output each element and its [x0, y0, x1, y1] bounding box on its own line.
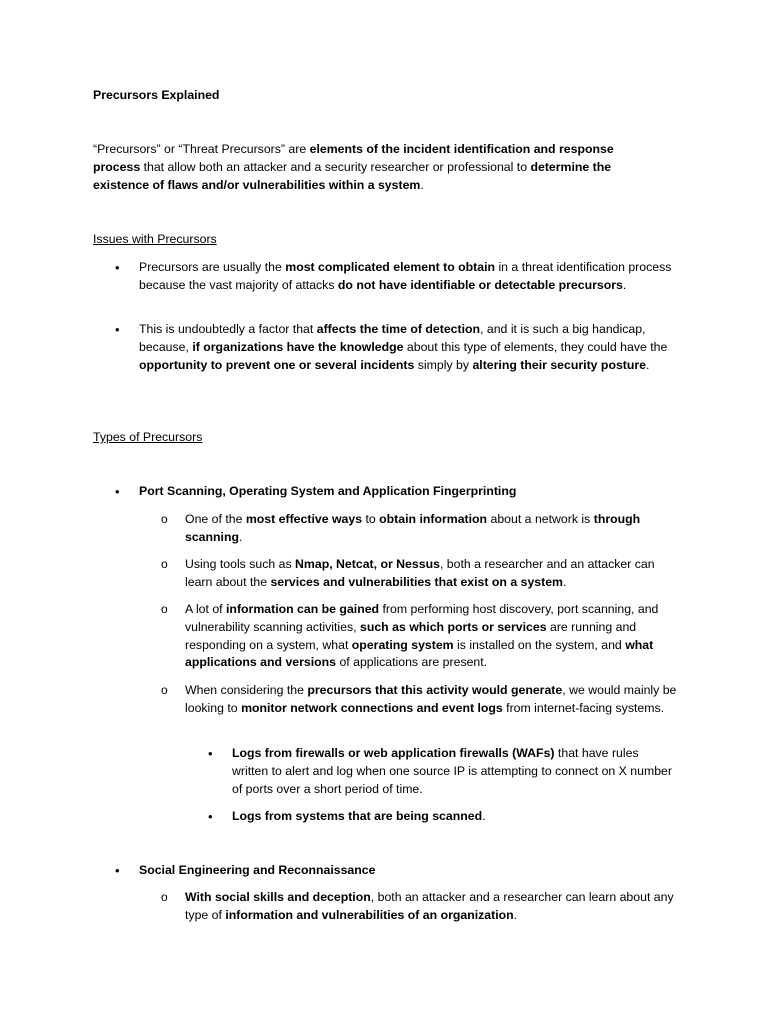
- text-run: simply by: [414, 357, 473, 372]
- bold-run: operating system: [351, 637, 454, 652]
- bold-run: Nmap, Netcat, or Nessus: [295, 557, 440, 571]
- bold-run: information can be gained: [226, 602, 380, 616]
- bold-run: affects the time of detection: [316, 322, 481, 336]
- text-run: .: [238, 529, 243, 544]
- bold-run: services and vulnerabilities that exist on a system: [270, 574, 563, 589]
- sub-bullet-icon: o: [161, 557, 168, 571]
- text-run: are running and responding on a system, what: [185, 619, 637, 652]
- intro-paragraph: [93, 141, 663, 194]
- bold-run: through scanning: [185, 512, 641, 544]
- sub-bullet-icon: o: [161, 602, 168, 616]
- bullet-icon: •: [115, 322, 120, 337]
- bullet-icon: •: [208, 746, 213, 761]
- bold-run: opportunity to prevent one or several incidents: [139, 357, 415, 372]
- bold-run: such as which ports or services: [359, 619, 547, 634]
- sub-bullet-icon: o: [161, 512, 168, 526]
- list-item: [232, 745, 677, 798]
- text-run: Precursors are usually the: [139, 260, 286, 274]
- bullet-icon: •: [115, 484, 120, 499]
- bold-run: do not have identifiable or detectable precursors: [337, 277, 623, 292]
- bold-run: monitor network connections and event logs: [241, 700, 503, 715]
- list-item: [185, 682, 680, 718]
- bold-run: information and vulnerabilities of an organization: [225, 907, 514, 922]
- text-run: , and it is such a big handicap, because,: [139, 322, 646, 354]
- text-run: Using tools such as: [185, 557, 296, 571]
- list-item: [232, 808, 677, 826]
- text-run: from internet-facing systems.: [502, 700, 665, 715]
- list-item: [185, 556, 680, 592]
- text-run: “Precursors” or “Threat Precursors” are: [93, 142, 310, 156]
- text-run: .: [646, 357, 650, 372]
- bold-run: Logs from systems that are being scanned: [232, 809, 483, 823]
- bold-run: Logs from firewalls or web application firewalls (WAFs): [232, 746, 555, 760]
- bullet-icon: •: [115, 260, 120, 275]
- text-run: from performing host discovery, port scanning, and vulnerability scanning activities,: [185, 602, 659, 634]
- text-run: of applications are present.: [336, 655, 488, 670]
- text-run: A lot of: [185, 602, 227, 616]
- text-run: , both a researcher and an attacker can learn about the: [185, 557, 655, 589]
- bold-run: most complicated element to obtain: [285, 260, 496, 274]
- list-item: [185, 511, 680, 547]
- list-item: [185, 889, 680, 925]
- text-run: is installed on the system, and: [453, 637, 626, 652]
- text-run: , we would mainly be looking to: [185, 683, 677, 715]
- type-heading: Social Engineering and Reconnaissance: [139, 863, 376, 877]
- types-heading: Types of Precursors: [93, 430, 203, 444]
- bullet-icon: •: [115, 863, 120, 878]
- text-run: .: [563, 574, 567, 589]
- text-run: .: [482, 809, 486, 823]
- text-run: to: [362, 512, 380, 526]
- bullet-icon: •: [208, 809, 213, 824]
- text-run: .: [513, 907, 518, 922]
- text-run: about a network is: [487, 512, 594, 526]
- bold-run: With social skills and deception: [185, 890, 371, 904]
- issues-heading: Issues with Precursors: [93, 232, 217, 246]
- bold-run: precursors that this activity would generate: [307, 683, 563, 697]
- list-item: [185, 601, 680, 672]
- bold-run: what applications and versions: [185, 637, 654, 670]
- type-heading: Port Scanning, Operating System and Application Fingerprinting: [139, 484, 517, 498]
- bold-run: most effective ways: [245, 512, 363, 526]
- bold-run: obtain information: [379, 512, 488, 526]
- bold-run: if organizations have the knowledge: [192, 339, 404, 354]
- bold-run: elements of the incident identification and response process: [93, 142, 614, 174]
- text-run: One of the: [185, 512, 246, 526]
- text-run: .: [420, 177, 424, 192]
- bold-run: altering their security posture: [472, 357, 647, 372]
- text-run: that have rules written to alert and log when one source IP is attempting to connect on X number of ports over a short period of time.: [232, 746, 672, 796]
- text-run: When considering the: [185, 683, 308, 697]
- text-run: , both an attacker and a researcher can learn about any type of: [185, 890, 674, 922]
- sub-bullet-icon: o: [161, 890, 168, 904]
- list-item-issue: [139, 259, 679, 295]
- list-item-issue: [139, 321, 679, 374]
- text-run: that allow both an attacker and a security researcher or professional to: [140, 159, 531, 174]
- document-title: Precursors Explained: [93, 88, 220, 102]
- bold-run: determine the existence of flaws and/or vulnerabilities within a system: [93, 159, 612, 192]
- text-run: in a threat identification process because the vast majority of attacks: [139, 260, 672, 292]
- text-run: .: [622, 277, 627, 292]
- text-run: This is undoubtedly a factor that: [139, 322, 317, 336]
- sub-bullet-icon: o: [161, 683, 168, 697]
- text-run: about this type of elements, they could have the: [403, 339, 668, 354]
